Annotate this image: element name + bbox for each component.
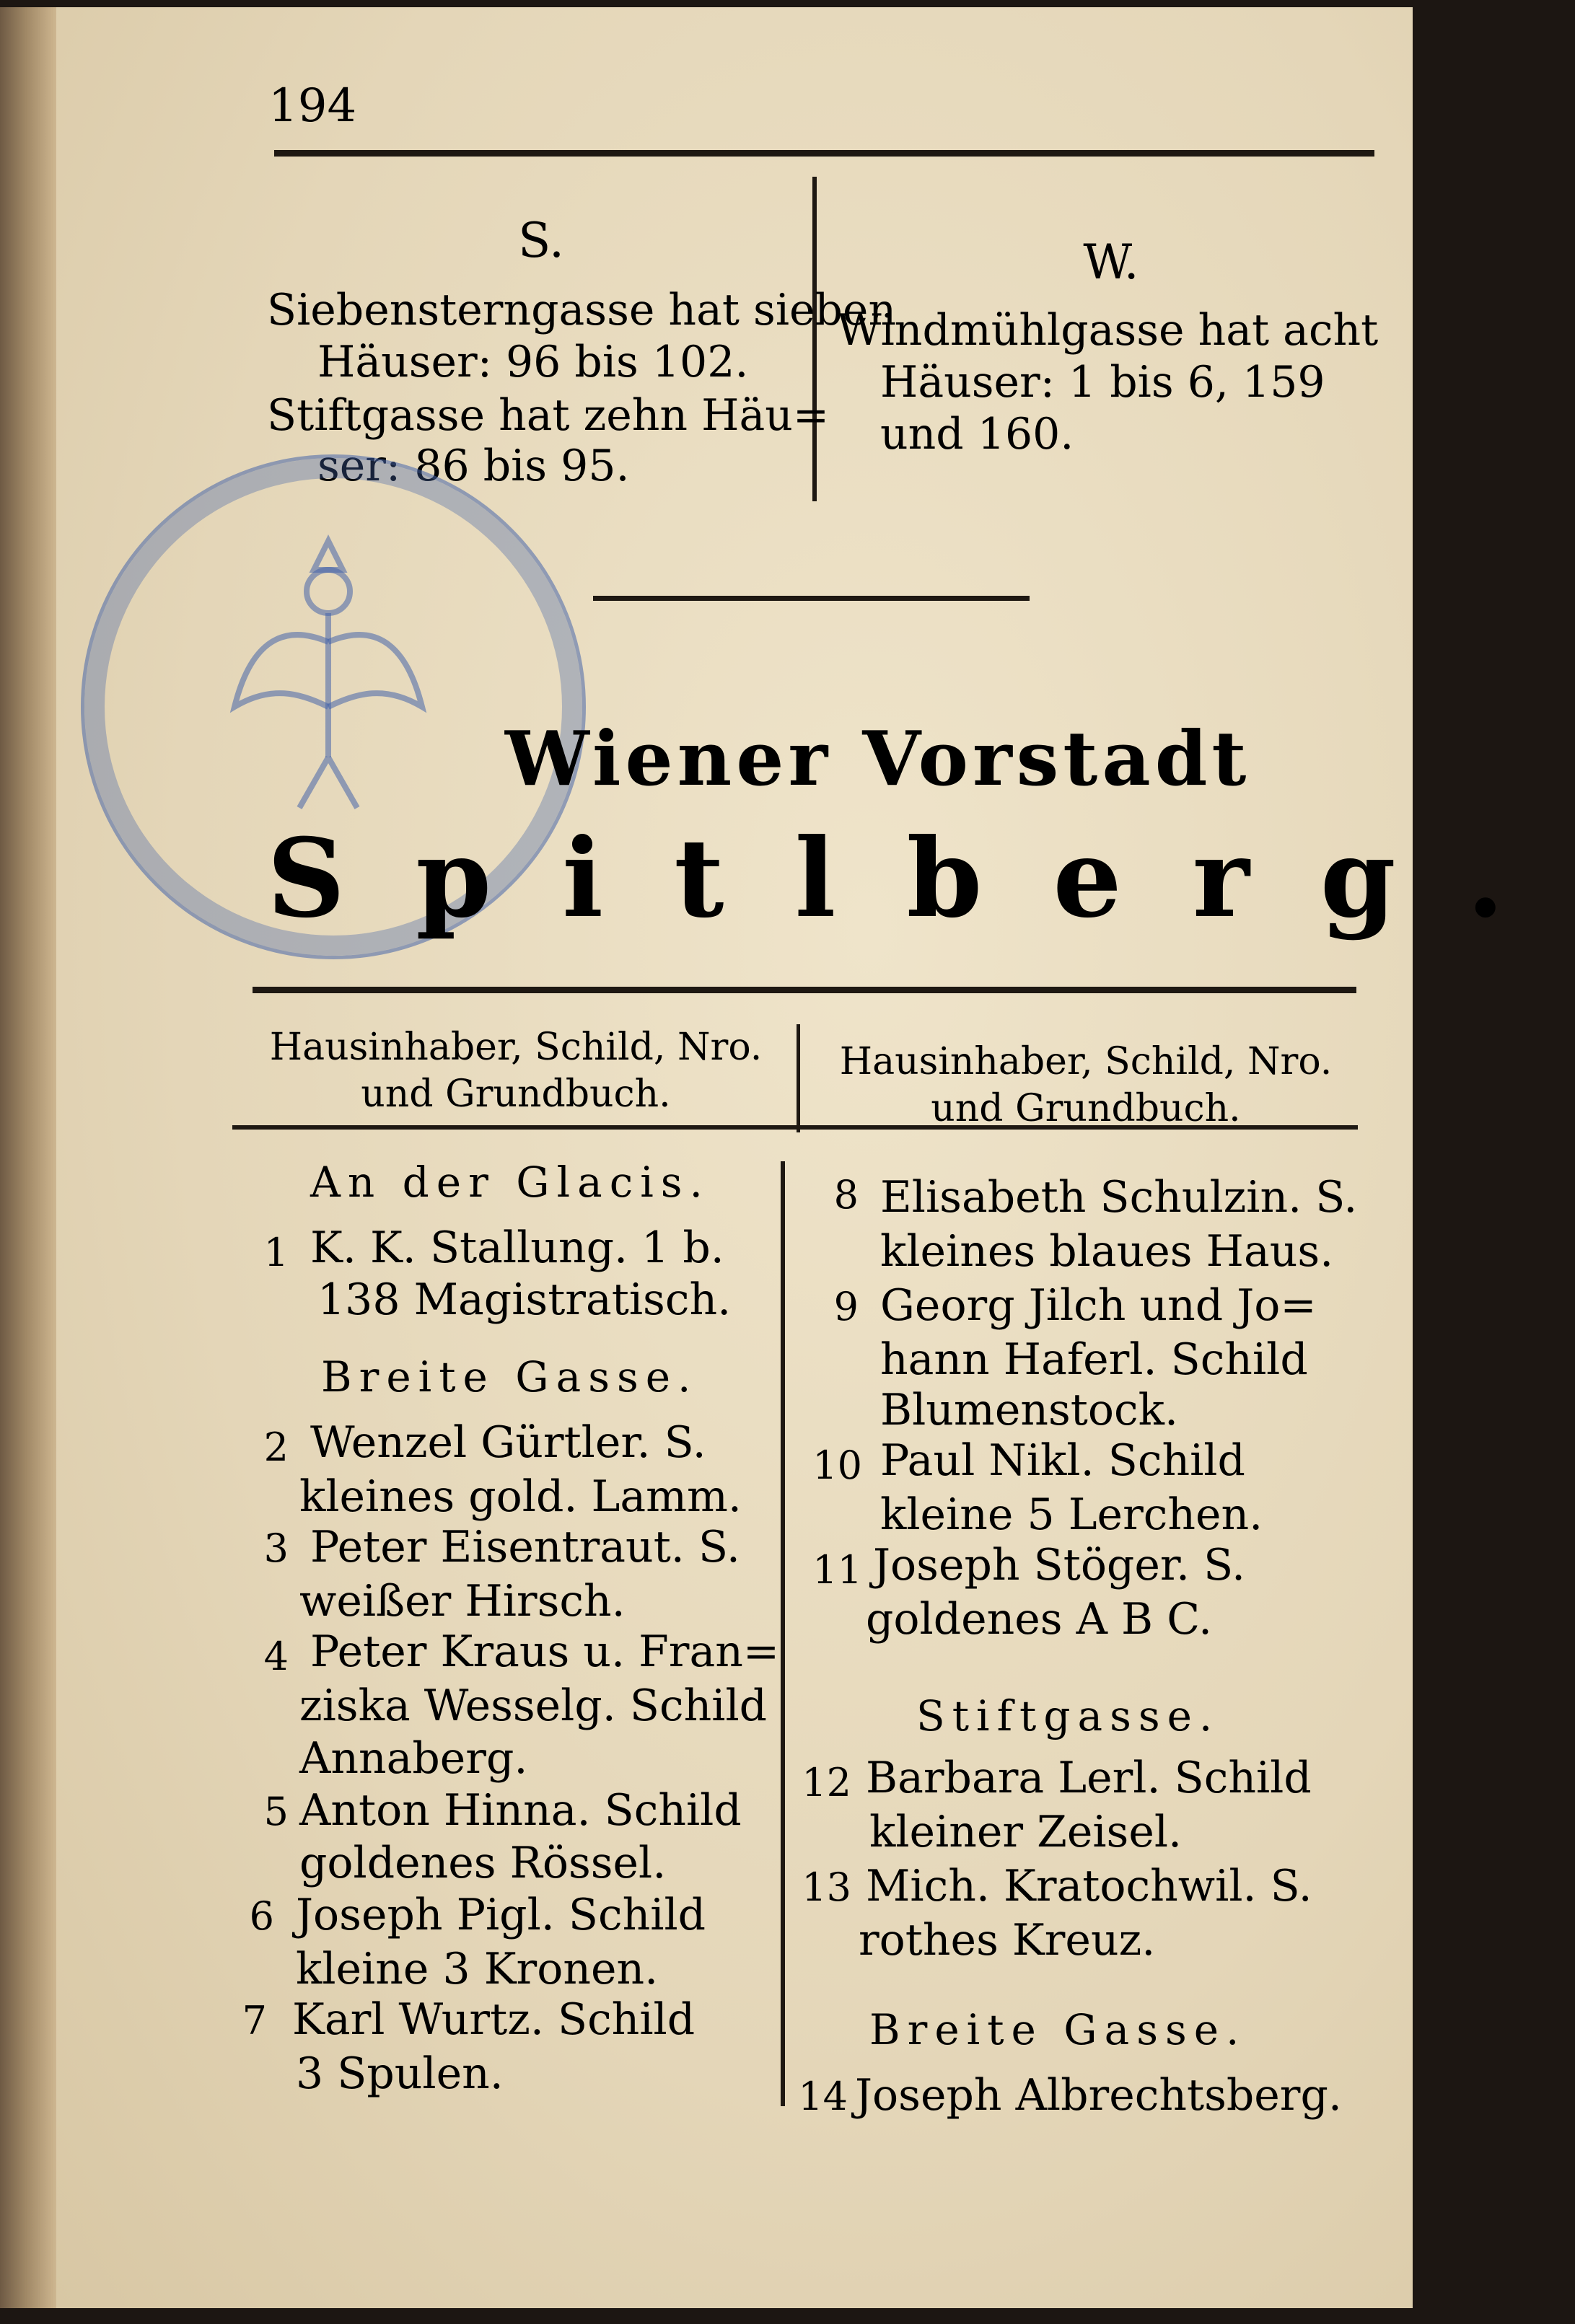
street-heading: An der Glacis. — [310, 1158, 710, 1207]
entry-number: 7 — [242, 1998, 267, 2043]
street-heading: Stiftgasse. — [916, 1691, 1220, 1740]
text-line: Häuser: 96 bis 102. — [317, 337, 749, 387]
entry-line: ziska Wesselg. Schild — [299, 1681, 768, 1731]
entry-line: 138 Magistratisch. — [317, 1275, 732, 1325]
entry-line: Mich. Kratochwil. S. — [866, 1861, 1312, 1911]
main-column-divider — [781, 1161, 785, 2106]
entry-number: 8 — [833, 1172, 859, 1218]
center-rule — [593, 596, 1030, 601]
entry-line: K. K. Stallung. 1 b. — [310, 1223, 724, 1273]
entry-number: 5 — [263, 1789, 289, 1834]
entry-number: 3 — [263, 1526, 289, 1571]
text-line: Siebensterngasse hat sieben — [267, 285, 897, 335]
street-heading: Breite Gasse. — [869, 2005, 1247, 2054]
text-line: ser: 86 bis 95. — [317, 441, 630, 491]
column-header-left — [238, 1024, 794, 1118]
column-header-line: und Grundbuch. — [931, 1087, 1241, 1130]
header-column-divider — [797, 1024, 800, 1132]
text-line: Stiftgasse hat zehn Häu= — [267, 390, 830, 441]
entry-line: Paul Nikl. Schild — [880, 1435, 1245, 1486]
text-line: Häuser: 1 bis 6, 159 — [880, 357, 1325, 408]
page-number: 194 — [268, 79, 357, 133]
top-column-divider — [812, 177, 817, 501]
entry-line: rothes Kreuz. — [859, 1915, 1156, 1966]
entry-line: Anton Hinna. Schild — [299, 1785, 742, 1836]
entry-number: 9 — [833, 1284, 859, 1329]
entry-line: Georg Jilch und Jo= — [880, 1280, 1317, 1331]
entry-line: Karl Wurtz. Schild — [292, 1994, 696, 2045]
entry-line: kleine 5 Lerchen. — [880, 1489, 1263, 1540]
entry-line: kleines blaues Haus. — [880, 1226, 1334, 1277]
entry-number: 4 — [263, 1634, 289, 1679]
entry-line: 3 Spulen. — [296, 2048, 504, 2099]
entry-line: goldenes Rössel. — [299, 1838, 667, 1888]
entry-line: Barbara Lerl. Schild — [866, 1753, 1312, 1803]
entry-number: 1 — [263, 1230, 289, 1275]
entry-number: 12 — [802, 1760, 851, 1805]
header-top-rule — [253, 987, 1356, 993]
top-rule — [274, 150, 1374, 157]
column-header-line: Hausinhaber, Schild, Nro. — [839, 1040, 1333, 1083]
entry-line: Elisabeth Schulzin. S. — [880, 1172, 1358, 1223]
entry-number: 10 — [812, 1443, 862, 1488]
entry-line: Peter Eisentraut. S. — [310, 1522, 740, 1572]
heading-wiener-vorstadt: Wiener Vorstadt — [505, 714, 1251, 803]
text-line: Windmühlgasse hat acht — [837, 305, 1379, 356]
entry-line: weißer Hirsch. — [299, 1576, 626, 1627]
entry-line: kleine 3 Kronen. — [296, 1944, 659, 1994]
book-gutter — [0, 7, 65, 2308]
section-letter-w: W. — [1083, 234, 1139, 290]
entry-number: 2 — [263, 1425, 289, 1470]
street-heading: Breite Gasse. — [321, 1352, 698, 1401]
entry-line: hann Haferl. Schild — [880, 1334, 1308, 1385]
column-header-line: und Grundbuch. — [361, 1073, 671, 1116]
entry-number: 13 — [802, 1865, 851, 1910]
section-letter-s: S. — [518, 213, 564, 268]
entry-line: goldenes A B C. — [866, 1594, 1213, 1645]
entry-line: Joseph Stöger. S. — [873, 1540, 1246, 1590]
entry-line: Wenzel Gürtler. S. — [310, 1417, 706, 1468]
entry-line: Blumenstock. — [880, 1385, 1179, 1435]
entry-number: 6 — [249, 1893, 274, 1939]
entry-line: kleines gold. Lamm. — [299, 1471, 742, 1522]
column-header-line: Hausinhaber, Schild, Nro. — [269, 1026, 763, 1069]
entry-line: Peter Kraus u. Fran= — [310, 1627, 780, 1677]
entry-line: kleiner Zeisel. — [869, 1807, 1183, 1857]
entry-number: 11 — [812, 1547, 862, 1593]
column-header-right — [804, 1039, 1367, 1132]
text-line: und 160. — [880, 409, 1074, 459]
entry-number: 14 — [798, 2074, 848, 2119]
entry-line: Joseph Albrechtsberg. — [855, 2070, 1342, 2121]
entry-line: Annaberg. — [299, 1733, 528, 1784]
entry-line: Joseph Pigl. Schild — [296, 1890, 706, 1940]
heading-spitlberg: Spitlberg. — [267, 815, 1575, 942]
